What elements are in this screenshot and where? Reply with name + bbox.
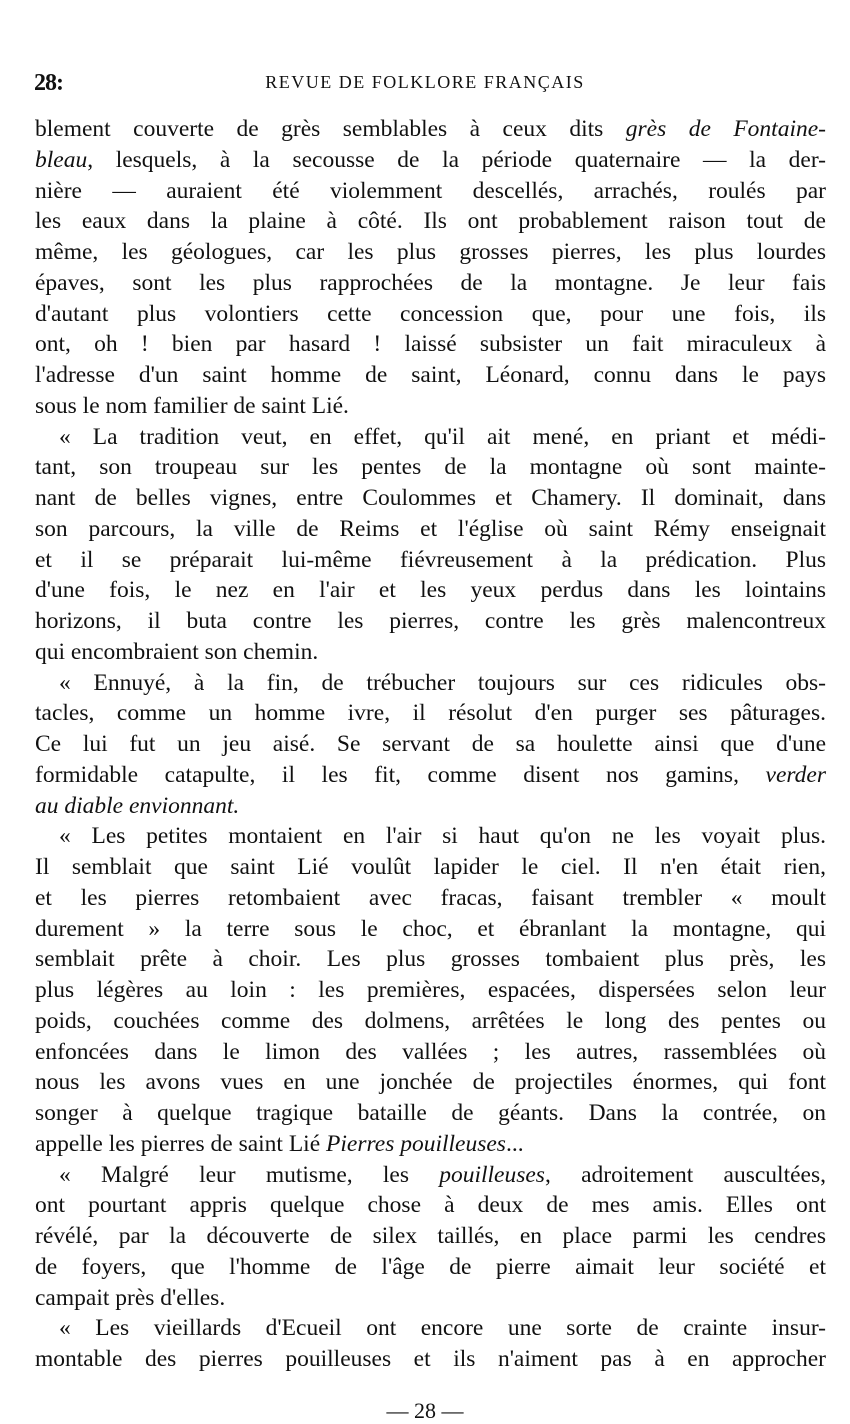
text-segment: nous les avons vues en une jonchée de projectiles énormes, qui font: [35, 1069, 826, 1096]
text-line: [35, 514, 826, 545]
text-line: [35, 698, 826, 729]
text-segment: ont pourtant appris quelque chose à deux de mes amis. Elles ont: [35, 1192, 826, 1219]
text-segment: plus légères au loin : les premières, espacées, dispersées selon leur: [35, 977, 826, 1003]
text-line: [35, 944, 826, 975]
text-segment: durement » la terre sous le choc, et ébranlant la montagne, qui: [35, 915, 826, 942]
italic-text: pouilleuses: [439, 1161, 545, 1188]
text-segment: ...: [505, 1130, 524, 1157]
text-segment: d'une fois, le nez en l'air et les yeux perdus dans les lointains: [35, 577, 826, 604]
text-line: [35, 1129, 826, 1160]
text-line: [35, 914, 826, 945]
text-segment: nière — auraient été violemment descellés, arrachés, roulés par: [35, 177, 826, 204]
text-line: [35, 545, 826, 576]
text-line: [35, 1037, 826, 1068]
text-segment: les eaux dans la plaine à côté. Ils ont probablement raison tout de: [35, 208, 826, 235]
text-line: [35, 575, 826, 606]
text-line: [35, 391, 826, 422]
page-number: 28:: [34, 70, 63, 96]
text-segment: même, les géologues, car les plus grosses pierres, les plus lourdes: [35, 239, 826, 265]
body-text: [35, 114, 826, 1375]
text-segment: Ce lui fut un jeu aisé. Se servant de sa houlette ainsi que d'une: [35, 731, 826, 757]
text-line: [35, 299, 826, 330]
text-line: [35, 821, 826, 852]
text-segment: « La tradition veut, en effet, qu'il ait mené, en priant et médi-: [59, 423, 826, 450]
text-line: [35, 1313, 826, 1344]
text-line: [35, 729, 826, 760]
text-segment: poids, couchées comme des dolmens, arrêtées le long des pentes ou: [35, 1007, 826, 1034]
text-segment: Il semblait que saint Lié voulût lapider le ciel. Il n'en était rien,: [35, 854, 826, 880]
text-line: [35, 452, 826, 483]
text-line: [35, 114, 826, 145]
text-segment: d'autant plus volontiers cette concession que, pour une fois, ils: [35, 300, 826, 327]
text-line: [35, 883, 826, 914]
text-segment: sous le nom familier de saint Lié.: [35, 392, 349, 419]
text-segment: et il se préparait lui-même fiévreusement à la prédication. Plus: [35, 546, 826, 573]
italic-text: bleau: [35, 146, 88, 173]
text-segment: , adroitement auscultées,: [544, 1161, 826, 1188]
text-line: [35, 1098, 826, 1129]
text-line: [35, 1221, 826, 1252]
text-line: [35, 1067, 826, 1098]
text-line: [35, 1252, 826, 1283]
text-line: [35, 1190, 826, 1221]
text-segment: « Les petites montaient en l'air si haut qu'on ne les voyait plus.: [59, 823, 826, 850]
text-line: [35, 237, 826, 268]
text-line: [35, 975, 826, 1006]
footer-folio: — 28 —: [386, 1398, 464, 1423]
text-line: [35, 176, 826, 207]
text-segment: enfoncées dans le limon des vallées ; les autres, rassemblées où: [35, 1038, 826, 1065]
text-segment: songer à quelque tragique bataille de géants. Dans la contrée, on: [35, 1100, 826, 1126]
text-segment: horizons, il buta contre les pierres, contre les grès malencontreux: [35, 608, 826, 634]
text-segment: son parcours, la ville de Reims et l'église où saint Rémy enseignait: [35, 515, 826, 542]
italic-text: verder: [765, 761, 826, 788]
text-line: [35, 1006, 826, 1037]
text-segment: nant de belles vignes, entre Coulommes et Chamery. Il dominait, dans: [35, 485, 826, 511]
text-line: [35, 791, 826, 822]
text-segment: « Malgré leur mutisme, les: [59, 1161, 440, 1188]
text-line: [35, 206, 826, 237]
text-segment: appelle les pierres de saint Lié: [35, 1130, 327, 1157]
text-line: [35, 145, 826, 176]
italic-text: grès de Fontaine-: [625, 116, 827, 142]
text-line: [35, 360, 826, 391]
text-segment: tacles, comme un homme ivre, il résolut d'en purger ses pâturages.: [35, 700, 826, 727]
text-segment: de foyers, que l'homme de l'âge de pierre aimait leur société et: [35, 1253, 826, 1280]
text-segment: ont, oh ! bien par hasard ! laissé subsister un fait miraculeux à: [35, 331, 826, 358]
text-line: [35, 668, 826, 699]
text-segment: formidable catapulte, il les fit, comme disent nos gamins,: [35, 761, 766, 788]
text-segment: révélé, par la découverte de silex taillés, en place parmi les cendres: [35, 1223, 826, 1249]
text-segment: campait près d'elles.: [35, 1284, 226, 1311]
text-line: [35, 1344, 826, 1375]
text-line: [35, 422, 826, 453]
italic-text: Pierres pouilleuses: [326, 1130, 506, 1157]
text-segment: blement couverte de grès semblables à ceux dits: [35, 116, 626, 142]
italic-text: au diable envionnant.: [35, 792, 240, 819]
text-segment: , lesquels, à la secousse de la période quaternaire — la der-: [87, 146, 826, 173]
text-segment: qui encombraient son chemin.: [35, 638, 319, 665]
text-line: [35, 1283, 826, 1314]
text-segment: l'adresse d'un saint homme de saint, Léonard, connu dans le pays: [35, 362, 826, 388]
text-segment: tant, son troupeau sur les pentes de la montagne où sont mainte-: [35, 454, 826, 481]
text-line: [35, 852, 826, 883]
text-segment: semblait prête à choir. Les plus grosses tombaient plus près, les: [35, 946, 826, 973]
text-segment: et les pierres retombaient avec fracas, faisant trembler « moult: [35, 884, 826, 911]
text-line: [35, 637, 826, 668]
text-line: [35, 1160, 826, 1191]
text-line: [35, 329, 826, 360]
text-segment: « Les vieillards d'Ecueil ont encore une sorte de crainte insur-: [59, 1315, 826, 1342]
text-segment: épaves, sont les plus rapprochées de la montagne. Je leur fais: [35, 269, 826, 296]
text-segment: « Ennuyé, à la fin, de trébucher toujours sur ces ridicules obs-: [59, 669, 826, 696]
running-title: REVUE DE FOLKLORE FRANÇAIS: [265, 72, 585, 92]
text-line: [35, 760, 826, 791]
text-line: [35, 483, 826, 514]
text-segment: montable des pierres pouilleuses et ils n'aiment pas à en approcher: [35, 1346, 826, 1372]
text-line: [35, 268, 826, 299]
text-line: [35, 606, 826, 637]
